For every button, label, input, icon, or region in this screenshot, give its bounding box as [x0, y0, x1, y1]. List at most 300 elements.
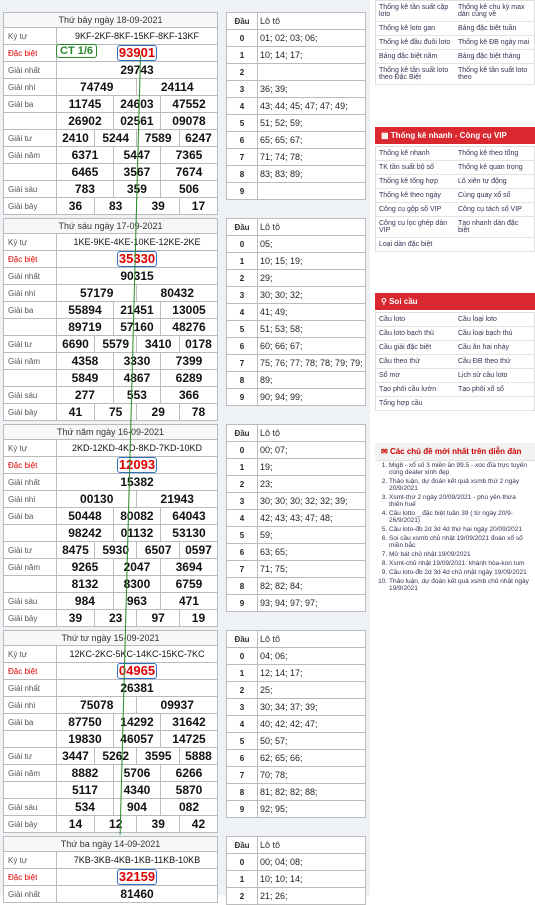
loto-row	[227, 493, 366, 510]
prize-number: 75	[94, 404, 137, 421]
kytu-value: 2KD-12KD-4KD-8KD-7KD-10KD	[57, 440, 218, 457]
prize-number: 0597	[179, 542, 217, 559]
loto-row	[227, 321, 366, 338]
dau-digit: 5	[227, 733, 258, 750]
forum-topic-link[interactable]: 4. Cầu lotto _ đặc biệt tuần 39 ( từ ngày 20/9- 26/9/2021)	[389, 510, 529, 524]
ct-badge[interactable]: CT 1/6	[56, 44, 97, 58]
loto-values: 65; 65; 67;	[258, 132, 366, 149]
loto-values: 92; 95;	[258, 801, 366, 818]
forum-title: Các chủ đề mới nhất trên diễn đàn	[389, 447, 522, 456]
stats-link[interactable]: Thống kê chu kỳ max dàn cùng về	[455, 1, 535, 22]
loto-header-row	[227, 837, 366, 854]
sixth-prize-row-label: Giải sáu	[4, 181, 57, 198]
seventh-prize-row	[4, 198, 218, 215]
fourth-prize-row-label: Giải tư	[4, 542, 57, 559]
loto-values: 04; 06;	[258, 648, 366, 665]
loto-row	[227, 149, 366, 166]
sixth-prize-row	[4, 387, 218, 404]
loto-values: 23;	[258, 476, 366, 493]
soi-row	[376, 383, 535, 397]
prize-number: 6247	[179, 130, 217, 147]
prize-number: 4340	[113, 782, 160, 799]
second-prize-row-label: Giải nhì	[4, 79, 57, 96]
dau-digit: 5	[227, 321, 258, 338]
loto-values: 30; 34; 37; 39;	[258, 699, 366, 716]
prize-number: 74749	[57, 79, 137, 96]
prize-number: 29	[137, 404, 180, 421]
vip-row	[376, 161, 535, 175]
third-prize-row	[4, 96, 218, 113]
vip-link[interactable]: Thống kê nhanh	[376, 147, 456, 161]
prize-number: 4358	[57, 353, 114, 370]
result-table	[3, 218, 218, 421]
result-title-row	[4, 425, 218, 440]
soi-link[interactable]: Tổng hợp cầu	[376, 397, 456, 411]
dau-digit: 1	[227, 459, 258, 476]
soi-row	[376, 369, 535, 383]
loto-row	[227, 871, 366, 888]
soi-header	[375, 293, 535, 310]
loto-values: 43; 44; 45; 47; 47; 49;	[258, 98, 366, 115]
loto-header: Lô tô	[258, 425, 366, 442]
second-prize-row	[4, 79, 218, 96]
special-prize-tail: 30	[140, 251, 156, 266]
prize-number: 75078	[57, 697, 137, 714]
loto-header: Lô tô	[258, 13, 366, 30]
soi-row	[376, 313, 535, 327]
soi-link[interactable]: Cầu theo thứ	[376, 355, 456, 369]
loto-values: 59;	[258, 527, 366, 544]
third-prize-row-label: Giải ba	[4, 302, 57, 319]
fifth-prize-row-label: Giải năm	[4, 353, 57, 370]
dau-digit: 6	[227, 750, 258, 767]
stats-link[interactable]: Thống kê ĐB ngày mai	[455, 36, 535, 50]
prize-number: 6465	[57, 164, 114, 181]
stats-link[interactable]: Thống kê đầu đuôi loto	[376, 36, 456, 50]
loto-row	[227, 888, 366, 905]
forum-topic-link[interactable]: 7. Mở bát chủ nhật 19/09/2021	[389, 551, 529, 558]
vip-row	[376, 147, 535, 161]
vip-link[interactable]: Thống kê theo tổng	[455, 147, 535, 161]
forum-topic-link[interactable]: 6. Soi cầu xsmb chủ nhật 19/09/2021 đoán xổ số miền bắc	[389, 535, 529, 549]
special-prize-tail: 01	[140, 45, 156, 60]
vip-link[interactable]: Tạo nhanh dàn đặc biệt	[455, 217, 535, 238]
loto-row	[227, 801, 366, 818]
result-title[interactable]: Thứ tư ngày 15-09-2021	[4, 631, 218, 646]
first-prize-row-label: Giải nhất	[4, 62, 57, 79]
kytu-value: 1KE-9KE-4KE-10KE-12KE-2KE	[57, 234, 218, 251]
prize-number: 5870	[160, 782, 217, 799]
special-prize-number	[117, 869, 157, 885]
loto-row	[227, 442, 366, 459]
first-prize-row	[4, 474, 218, 491]
dau-digit: 7	[227, 149, 258, 166]
first-prize-row-label: Giải nhất	[4, 474, 57, 491]
special-prize-number	[117, 457, 157, 473]
loto-row	[227, 389, 366, 406]
stats-link[interactable]: Thống kê tần suất loto theo Đặc Biệt	[376, 64, 456, 85]
result-table	[3, 12, 218, 215]
loto-header-row	[227, 425, 366, 442]
prize-number: 5849	[57, 370, 114, 387]
loto-values: 51; 53; 58;	[258, 321, 366, 338]
vip-links-table	[375, 146, 535, 252]
prize-number: 21943	[137, 491, 218, 508]
prize-number: 39	[137, 198, 180, 215]
prize-number: 277	[57, 387, 114, 404]
vip-row	[376, 175, 535, 189]
dau-digit: 8	[227, 166, 258, 183]
sixth-prize-row	[4, 181, 218, 198]
seventh-prize-row-label: Giải bảy	[4, 610, 57, 627]
loto-values: 10; 10; 14;	[258, 871, 366, 888]
prize-number: 83	[94, 198, 136, 215]
loto-row	[227, 854, 366, 871]
forum-topic-link[interactable]: 1. Mig8 - xổ số 3 miền ăn 99.5 - xóc đĩa trực tuyến cùng dealer xinh đẹp	[389, 462, 529, 476]
seventh-prize-row-label: Giải bảy	[4, 816, 57, 833]
fifth-prize-row-2-label	[4, 782, 57, 799]
result-title-row	[4, 837, 218, 852]
result-title-row	[4, 13, 218, 28]
vip-link[interactable]: Công cụ lọc ghép dàn VIP	[376, 217, 456, 238]
special-prize-label: Đặc biệt	[4, 251, 57, 268]
prize-number: 5888	[179, 748, 217, 765]
result-title[interactable]: Thứ năm ngày 16-09-2021	[4, 425, 218, 440]
soi-link[interactable]: Sổ mơ	[376, 369, 456, 383]
prize-number: 87750	[57, 714, 114, 731]
loto-row	[227, 30, 366, 47]
prize-number: 14292	[113, 714, 160, 731]
forum-topic-link[interactable]: 8. Xsmt-chủ nhật 19/09/2021: khánh hòa-kon tum	[389, 560, 529, 567]
prize-number: 53130	[160, 525, 217, 542]
prize-number: 24603	[113, 96, 160, 113]
soi-link[interactable]: Tạo phôi xổ số	[455, 383, 535, 397]
kytu-row	[4, 852, 218, 869]
prize-number: 5930	[94, 542, 136, 559]
dau-header: Đầu	[227, 425, 258, 442]
kytu-row	[4, 234, 218, 251]
special-prize-label: Đặc biệt	[4, 663, 57, 680]
kytu-row	[4, 646, 218, 663]
prize-number: 64043	[160, 508, 217, 525]
soi-row	[376, 397, 535, 411]
kytu-label: Ký tự	[4, 440, 57, 457]
stats-link[interactable]: Thống kê tần suất loto theo	[455, 64, 535, 85]
fourth-prize-row	[4, 748, 218, 765]
stats-row	[376, 64, 535, 85]
loto-values: 10; 14; 17;	[258, 47, 366, 64]
vip-header	[375, 127, 535, 144]
dau-digit: 9	[227, 183, 258, 200]
prize-number: 3410	[137, 336, 180, 353]
dau-digit: 3	[227, 287, 258, 304]
dau-digit: 2	[227, 888, 258, 905]
dau-digit: 5	[227, 527, 258, 544]
prize-number: 42	[179, 816, 217, 833]
vip-row	[376, 217, 535, 238]
third-prize-row-2-label	[4, 525, 57, 542]
prize-number: 14725	[160, 731, 217, 748]
stats-link[interactable]: Bảng đặc biệt tháng	[455, 50, 535, 64]
soi-link[interactable]: Cầu ăn hai nháy	[455, 341, 535, 355]
fourth-prize-row	[4, 336, 218, 353]
prize-number: 2047	[113, 559, 160, 576]
loto-row	[227, 578, 366, 595]
prize-number: 57160	[113, 319, 160, 336]
vip-link[interactable]: Thống kê tổng hợp	[376, 175, 456, 189]
prize-number: 359	[113, 181, 160, 198]
prize-number: 082	[160, 799, 217, 816]
kytu-value: 7KB-3KB-4KB-1KB-11KB-10KB	[57, 852, 218, 869]
prize-number: 506	[160, 181, 217, 198]
dau-digit: 3	[227, 493, 258, 510]
soi-link[interactable]: Cầu ĐB theo thứ	[455, 355, 535, 369]
loto-row	[227, 784, 366, 801]
prize-number: 19	[179, 610, 217, 627]
prize-number: 6690	[57, 336, 95, 353]
loto-table	[226, 630, 366, 818]
vip-link[interactable]: Loại dàn đặc biệt	[376, 238, 456, 252]
loto-values: 29;	[258, 270, 366, 287]
forum-topic-link[interactable]: 2. Thảo luận, dự đoán kết quả xsmb thứ 2 ngày 20/9/2021	[389, 478, 529, 492]
vip-row	[376, 189, 535, 203]
special-prize-cell	[57, 251, 218, 268]
loto-header-row	[227, 13, 366, 30]
prize-number: 09078	[160, 113, 217, 130]
special-prize-head: 353	[118, 251, 141, 266]
prize-number: 984	[57, 593, 114, 610]
loto-row	[227, 166, 366, 183]
chart-icon: ▦	[381, 131, 389, 140]
second-prize-row-label: Giải nhì	[4, 285, 57, 302]
third-prize-row-2-label	[4, 113, 57, 130]
fifth-prize-row-2	[4, 576, 218, 593]
second-prize-row	[4, 285, 218, 302]
third-prize-row-2-label	[4, 731, 57, 748]
dau-digit: 4	[227, 304, 258, 321]
sixth-prize-row	[4, 799, 218, 816]
result-title[interactable]: Thứ ba ngày 14-09-2021	[4, 837, 218, 852]
first-prize-row-label: Giải nhất	[4, 680, 57, 697]
stats-link[interactable]: Bảng đặc biệt năm	[376, 50, 456, 64]
special-prize-row	[4, 45, 218, 62]
loto-row	[227, 767, 366, 784]
third-prize-row-label: Giải ba	[4, 714, 57, 731]
fifth-prize-row-2	[4, 164, 218, 181]
third-prize-row-2-label	[4, 319, 57, 336]
special-prize-row	[4, 251, 218, 268]
prize-number: 7365	[160, 147, 217, 164]
prize-number: 41	[57, 404, 95, 421]
loto-row	[227, 98, 366, 115]
sixth-prize-row-label: Giải sáu	[4, 593, 57, 610]
loto-table	[226, 12, 366, 200]
stats-link[interactable]: Thống kê tần suất cặp loto	[376, 1, 456, 22]
vip-row	[376, 238, 535, 252]
loto-values: 12; 14; 17;	[258, 665, 366, 682]
loto-table	[226, 218, 366, 406]
third-prize-row-label: Giải ba	[4, 508, 57, 525]
first-prize-row-label: Giải nhất	[4, 886, 57, 903]
soi-row	[376, 327, 535, 341]
second-prize-row-label: Giải nhì	[4, 697, 57, 714]
first-prize-row	[4, 268, 218, 285]
soi-title: Soi cầu	[389, 297, 418, 306]
dau-digit: 1	[227, 47, 258, 64]
loto-values: 00; 04; 08;	[258, 854, 366, 871]
prize-number: 46057	[113, 731, 160, 748]
special-prize-row	[4, 457, 218, 474]
loto-row	[227, 183, 366, 200]
vip-link[interactable]: TK tần suất bộ số	[376, 161, 456, 175]
prize-number: 0178	[179, 336, 217, 353]
vip-link[interactable]: Thống kê quan trọng	[455, 161, 535, 175]
sixth-prize-row	[4, 593, 218, 610]
result-title-row	[4, 631, 218, 646]
result-title[interactable]: Thứ bảy ngày 18-09-2021	[4, 13, 218, 28]
forum-topic-link[interactable]: 5. Cầu loto-đb 2d 3d 4d thứ hai ngày 20/09/2021	[389, 526, 529, 533]
seventh-prize-row-label: Giải bảy	[4, 198, 57, 215]
stats-row	[376, 1, 535, 22]
third-prize-row-2	[4, 113, 218, 130]
prize-number: 4867	[113, 370, 160, 387]
stats-row	[376, 22, 535, 36]
special-prize-row	[4, 869, 218, 886]
stats-link[interactable]: Thống kê loto gan	[376, 22, 456, 36]
result-table	[3, 630, 218, 833]
prize-number: 89719	[57, 319, 114, 336]
prize-number: 15382	[57, 474, 218, 491]
loto-row	[227, 648, 366, 665]
fourth-prize-row	[4, 542, 218, 559]
loto-row	[227, 355, 366, 372]
loto-values: 36; 39;	[258, 81, 366, 98]
dau-digit: 6	[227, 338, 258, 355]
first-prize-row	[4, 680, 218, 697]
loto-row	[227, 236, 366, 253]
prize-number: 8300	[113, 576, 160, 593]
forum-topic-link[interactable]: 10. Thảo luận, dự đoán kết quả xsmb chủ nhật ngày 19/9/2021	[389, 578, 529, 592]
dau-digit: 0	[227, 236, 258, 253]
vip-link	[455, 238, 535, 252]
soi-link[interactable]: Cầu loại loto	[455, 313, 535, 327]
loto-header: Lô tô	[258, 219, 366, 236]
dau-digit: 8	[227, 372, 258, 389]
prize-number: 904	[113, 799, 160, 816]
dau-digit: 0	[227, 442, 258, 459]
special-prize-head: 939	[118, 45, 141, 60]
fourth-prize-row	[4, 130, 218, 147]
prize-number: 19830	[57, 731, 114, 748]
stats-row	[376, 50, 535, 64]
fifth-prize-row	[4, 353, 218, 370]
vip-link[interactable]: Công cụ gộp số VIP	[376, 203, 456, 217]
fifth-prize-row	[4, 559, 218, 576]
loto-row	[227, 750, 366, 767]
loto-values: 75; 76; 77; 78; 78; 79; 79;	[258, 355, 366, 372]
prize-number: 00130	[57, 491, 137, 508]
soi-link[interactable]: Cầu loto	[376, 313, 456, 327]
prize-number: 17	[179, 198, 217, 215]
loto-row	[227, 476, 366, 493]
dau-digit: 7	[227, 767, 258, 784]
dau-digit: 6	[227, 132, 258, 149]
loto-values: 89;	[258, 372, 366, 389]
prize-number: 14	[57, 816, 95, 833]
loto-values: 19;	[258, 459, 366, 476]
dau-header: Đầu	[227, 219, 258, 236]
loto-values: 81; 82; 82; 88;	[258, 784, 366, 801]
forum-list	[375, 460, 535, 596]
loto-row	[227, 270, 366, 287]
prize-number: 26902	[57, 113, 114, 130]
soi-link[interactable]: Lịch sử cầu loto	[455, 369, 535, 383]
soi-link[interactable]: Tạo phôi cầu lườn	[376, 383, 456, 397]
prize-number: 5262	[94, 748, 137, 765]
forum-topic-link[interactable]: 3. Xsmt-thứ 2 ngày 20/09/2021 - phú yên-thừa thiên huế	[389, 494, 529, 508]
loto-row	[227, 459, 366, 476]
soi-link[interactable]: Cầu loto bạch thủ	[376, 327, 456, 341]
sidebar	[375, 0, 535, 895]
dau-digit: 0	[227, 648, 258, 665]
prize-number: 23	[94, 610, 136, 627]
prize-number: 553	[113, 387, 160, 404]
prize-number: 3330	[113, 353, 160, 370]
loto-values: 63; 65;	[258, 544, 366, 561]
vip-link[interactable]: Công cụ tách số VIP	[455, 203, 535, 217]
third-prize-row	[4, 302, 218, 319]
forum-header	[375, 443, 535, 461]
special-prize-row	[4, 663, 218, 680]
loto-row	[227, 527, 366, 544]
loto-row	[227, 338, 366, 355]
seventh-prize-row	[4, 610, 218, 627]
loto-values: 51; 52; 59;	[258, 115, 366, 132]
soi-link[interactable]: Cầu loại bạch thủ	[455, 327, 535, 341]
vip-link[interactable]: Cùng quay xổ số	[455, 189, 535, 203]
special-prize-tail: 65	[140, 663, 156, 678]
prize-number: 9265	[57, 559, 114, 576]
loto-row	[227, 372, 366, 389]
dau-digit: 0	[227, 854, 258, 871]
prize-number: 6507	[137, 542, 180, 559]
soi-link[interactable]: Cầu giải đặc biệt	[376, 341, 456, 355]
kytu-label: Ký tự	[4, 28, 57, 45]
dau-digit: 7	[227, 561, 258, 578]
loto-values: 70; 78;	[258, 767, 366, 784]
result-title[interactable]: Thứ sáu ngày 17-09-2021	[4, 219, 218, 234]
special-prize-head: 120	[118, 457, 141, 472]
prize-number: 8475	[57, 542, 95, 559]
dau-digit: 1	[227, 871, 258, 888]
forum-topic-link[interactable]: 9. Cầu loto-đb 2d 3d 4d chủ nhật ngày 19/09/2021	[389, 569, 529, 576]
prize-number: 26381	[57, 680, 218, 697]
prize-number: 3447	[57, 748, 95, 765]
loto-row	[227, 544, 366, 561]
loto-row	[227, 561, 366, 578]
loto-values: 42; 43; 43; 47; 48;	[258, 510, 366, 527]
loto-values: 50; 57;	[258, 733, 366, 750]
special-prize-number	[117, 251, 157, 267]
prize-number: 534	[57, 799, 114, 816]
vip-link[interactable]: Thống kê theo ngày	[376, 189, 456, 203]
third-prize-row-label: Giải ba	[4, 96, 57, 113]
fifth-prize-row-2-label	[4, 576, 57, 593]
prize-number: 5706	[113, 765, 160, 782]
vip-link[interactable]: Lô xiên tự động	[455, 175, 535, 189]
stats-link[interactable]: Bảng đặc biệt tuần	[455, 22, 535, 36]
dau-digit: 8	[227, 578, 258, 595]
